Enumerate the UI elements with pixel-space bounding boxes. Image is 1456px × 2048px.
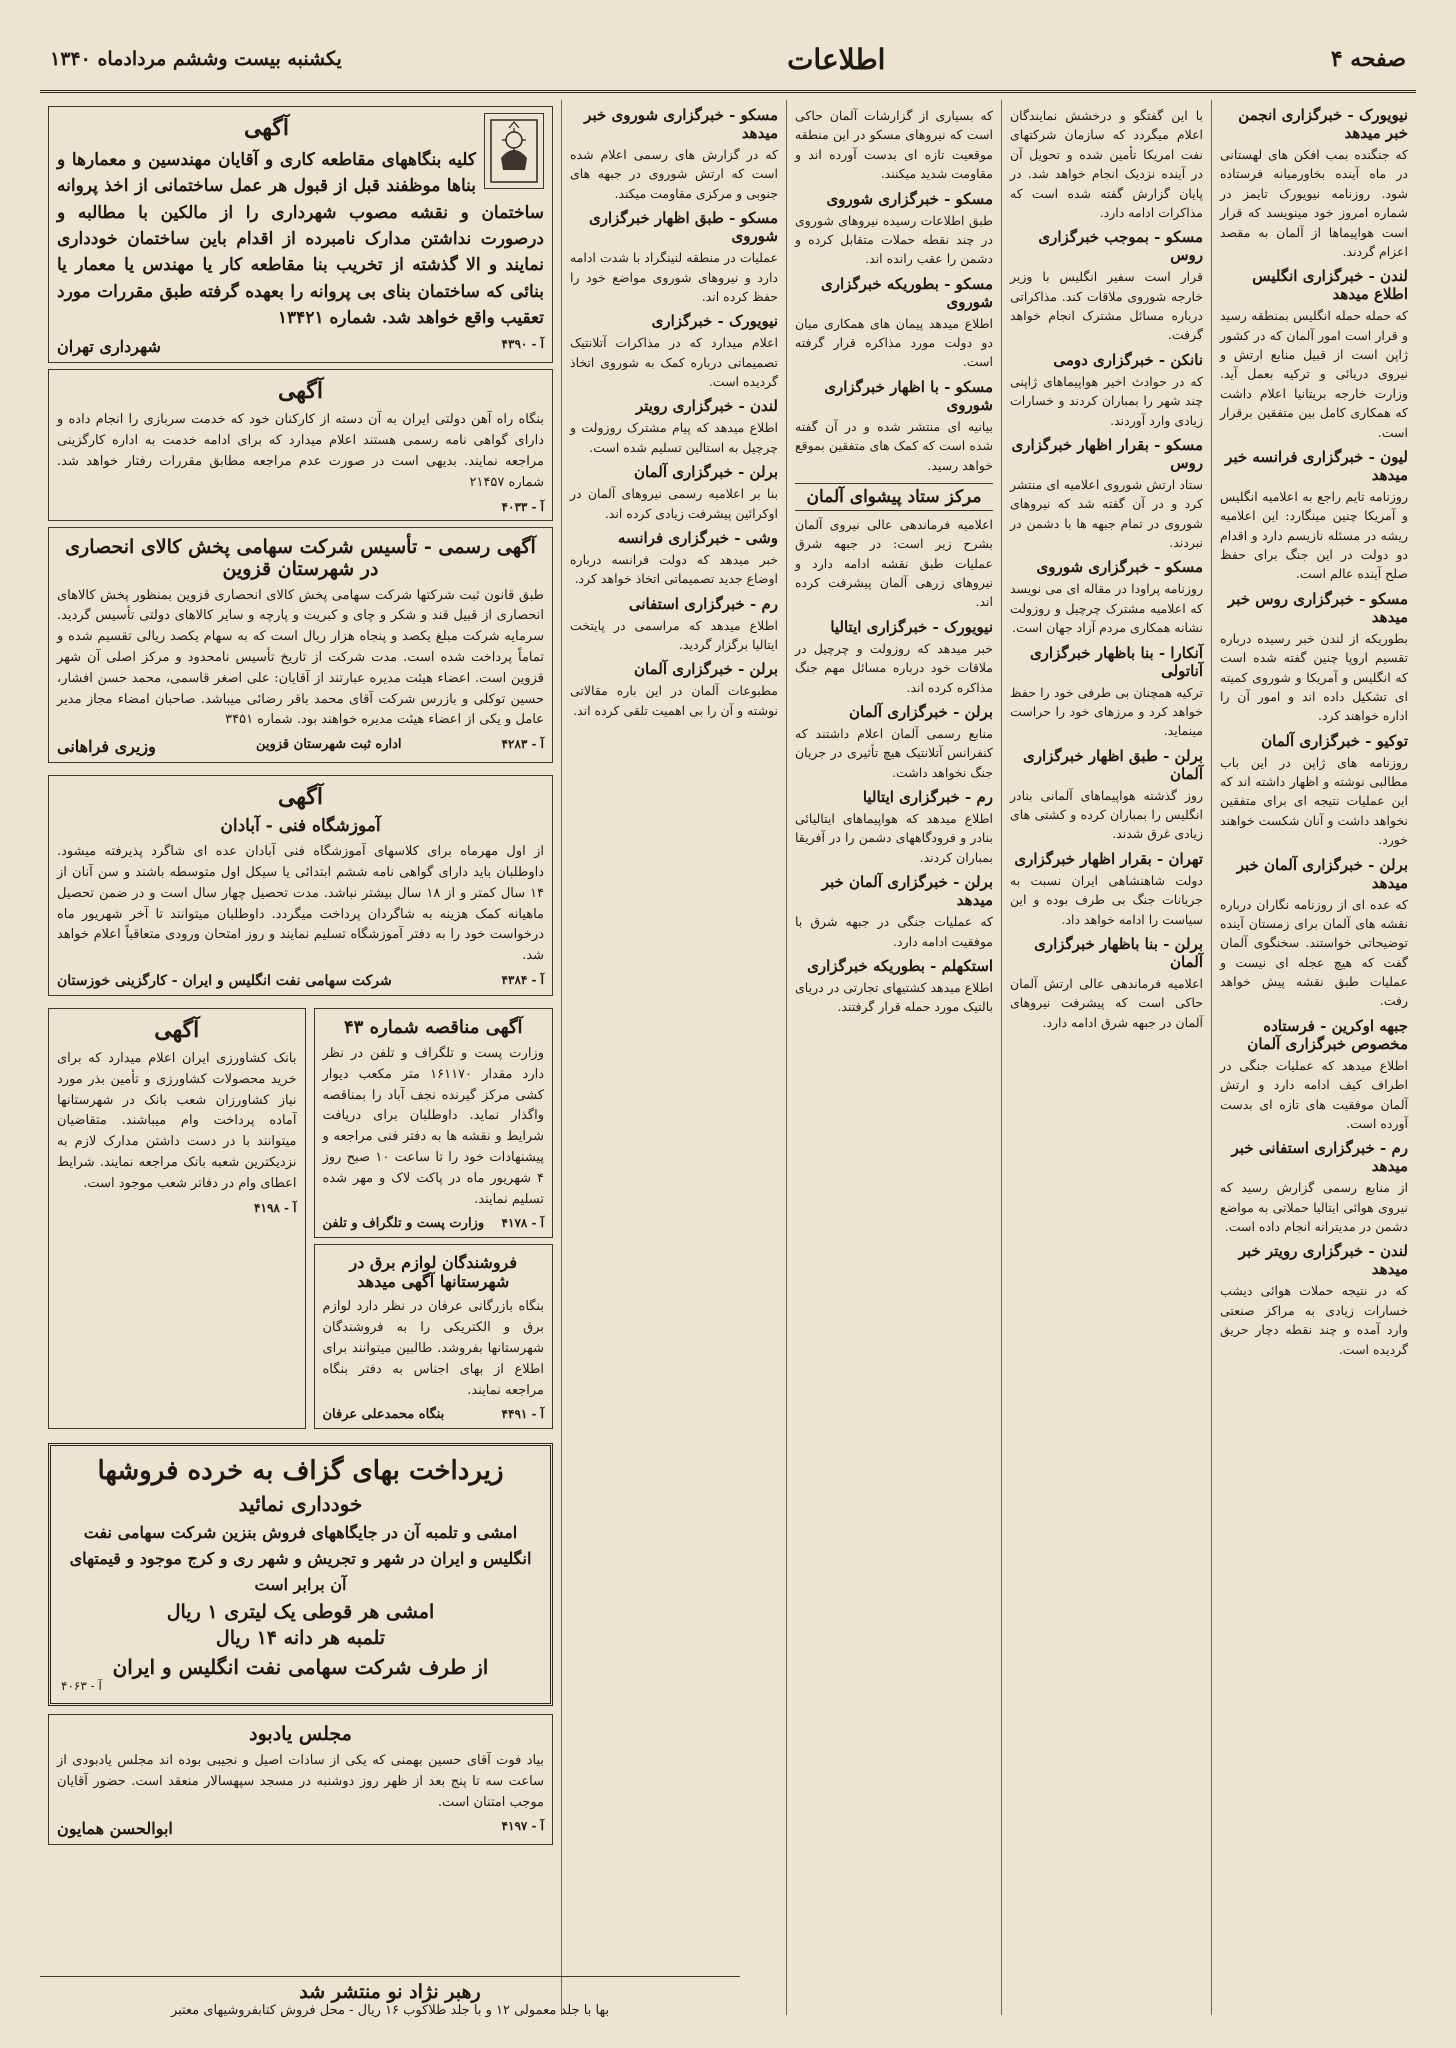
- news-item: مسکو - خبرگزاری شوروی طبق اطلاعات رسیده نیروهای شوروی در چند نقطه حملات متقابل کرده و دشمن را عقب رانده اند.: [795, 189, 993, 267]
- notice-signature: ابوالحسن همایون: [57, 1819, 173, 1839]
- news-item: جبهه اوکرین - فرستاده مخصوص خبرگزاری آلمان اطلاع میدهد که عملیات جنگی در اطراف کیف ادامه دارد و ارتش آلمان موفقیت های تازه ای بدست آورده است.: [1220, 1016, 1408, 1131]
- news-item: لیون - خبرگزاری فرانسه خبر میدهد روزنامه تایم راجع به اعلامیه انگلیس و آمریکا چنین مینگارد: این اعلامیه ریشه در مسئله نازیسم دارد و اقدام دو دولت در این جنگ برای حفظ صلح آینده عالم است.: [1220, 447, 1408, 582]
- news-item: لندن - خبرگزاری انگلیس اطلاع میدهد که حمله حمله انگلیس بمنطقه رسید و قرار است امور آلمان که در کشور ژاپن است از قبیل منابع ارتش و نیروی دریائی و ترکیه بعمل آید. وزارت خارجه بریتانیا اعلام داشت که همکاری کامل بین متفقین برقرار است.: [1220, 267, 1408, 440]
- issue-date: یکشنبه بیست وششم مردادماه ۱۳۴۰: [50, 48, 342, 70]
- news-item: مسکو - با اظهار خبرگزاری شوروی بیانیه ای منتشر شده و در آن گفته شده است که کمک های متفقین بموقع خواهد رسید.: [795, 377, 993, 473]
- news-item: مسکو - طبق اظهار خبرگزاری شوروی عملیات در منطقه لنینگراد با شدت ادامه دارد و نیروهای شوروی مواضع خود را حفظ کرده اند.: [570, 209, 778, 304]
- news-item: رم - خبرگزاری ایتالیا اطلاع میدهد که هواپیماهای ایتالیائی بنادر و فرودگاههای دشمن را در آفریقا بمباران کردند.: [795, 788, 993, 865]
- news-item: مسکو - بموجب خبرگزاری روس قرار است سفیر انگلیس با وزیر خارجه شوروی ملاقات کند. مذاکراتی درباره مسائل مشترک انجام خواهد گرفت.: [1010, 228, 1203, 343]
- page-number: صفحه ۴: [1330, 46, 1406, 72]
- paper-name: اطلاعات: [787, 42, 886, 76]
- oil-company-advertisement: زیرداخت بهای گزاف به خرده فروشها خودداری نمائید امشی و تلمبه آن در جایگاههای فروش بنزین شرکت سهامی نفت انگلیس و ایران در شهر و تجریش و شهر ری و کرج موجود و قیمتهای آن برابر است امشی هر قوطی یک لیتری ۱ ریال تلمبه هر دانه ۱۴ ریال از طرف شرکت سهامی نفت انگلیس و ایران آ - ۴۰۶۳: [48, 1443, 553, 1706]
- news-item: توکیو - خبرگزاری آلمان روزنامه های ژاپن در این باب مطالبی نوشته و اظهار داشته اند که این عملیات نتیجه ای برای متفقین نخواهد داشت و آنان شکست خواهند خورد.: [1220, 731, 1408, 848]
- agricultural-bank-notice: آگهی بانک کشاورزی ایران اعلام میدارد که برای خرید محصولات کشاورزی و تأمین بذر مورد نیاز کشاورزان شعب بانک در شهرستانها آماده پرداخت وام میباشند. متقاضیان میتوانند با در دست داشتن مدارک لازم به نزدیکترین شعبه بانک مراجعه نمایند. شرایط اعطای وام در دفاتر شعب موجود است. آ - ۴۱۹۸: [48, 1008, 306, 1429]
- news-item: استکهلم - بطوریکه خبرگزاری اطلاع میدهد کشتیهای تجارتی در دریای بالتیک مورد حمله قرار گرفتند.: [795, 956, 993, 1015]
- price-insecticide: امشی هر قوطی یک لیتری ۱ ریال: [166, 1601, 435, 1624]
- news-item: برلن - خبرگزاری آلمان خبر میدهد که عده ای از روزنامه نگاران درباره نقشه های آلمان برای زمستان آینده توضیحاتی خواستند. سخنگوی آلمان گفت که هیچ عجله ای نیست و عملیات طبق نقشه پیش خواهد رفت.: [1220, 855, 1408, 1009]
- news-item: برلن - بنا باظهار خبرگزاری آلمان اعلامیه فرماندهی عالی ارتش آلمان حاکی است که پیشرفت نیروهای آلمان در جبهه شرق ادامه دارد.: [1010, 934, 1203, 1030]
- columns: [40, 100, 1416, 2015]
- newspaper-page: [40, 28, 1416, 2018]
- news-item: مسکو - بقرار اظهار خبرگزاری روس ستاد ارتش شوروی اعلامیه ای منتشر کرد و در آن گفته شد که نیروهای شوروی در تمام جبهه ها با دشمن در نبردند.: [1010, 435, 1203, 550]
- news-column-4: [561, 100, 786, 2015]
- news-item: مسکو - خبرگزاری روس خبر میدهد بطوریکه از لندن خبر رسیده درباره تقسیم اروپا چنین گفته شده است که انگلیس و آمریکا و شوروی کمیته ای تشکیل داده اند و امور آن را اداره خواهند کرد.: [1220, 589, 1408, 724]
- municipality-notice: آگهی کلیه بنگاههای مقاطعه کاری و آقایان مهندسین و معمارها و بناها موظفند قبل از قبول هر عمل ساختمانی از اخذ پروانه ساختمان و نقشه مصوب شهرداری را از مالکین با مطالبه و درصورت نداشتن مدارک نامبرده از اقدام باین ساختمان خودداری نمایند و الا گذشته از تخریب بنا مقاطعه کار یا مهندس یا معمار یا بنائی که ساختمان بنای بی پروانه را بعهده گرفته طبق مقررات مورد تعقیب واقع خواهد شد. شماره ۱۳۴۲۱ آ - ۴۳۹۰ شهرداری تهران: [48, 106, 553, 363]
- news-column-3: [786, 100, 1001, 2015]
- lion-and-sun-emblem-icon: [484, 113, 544, 189]
- news-item: مسکو - خبرگزاری شوروی خبر میدهد که در گزارش های رسمی اعلام شده است که ارتش شوروی در جبهه های جنوبی و مرکزی مقاومت میکند.: [570, 106, 778, 201]
- notice-signature: وزیری فراهانی: [57, 737, 156, 757]
- news-item: نیویورک - خبرگزاری اعلام میدارد که در مذاکرات آتلانتیک تصمیماتی درباره کمک به شوروی اتخاذ گردیده است.: [570, 312, 778, 389]
- news-item: برلن - خبرگزاری آلمان منابع رسمی آلمان اعلام داشتند که کنفرانس آتلانتیک هیچ تأثیری در جریان جنگ نخواهد داشت.: [795, 702, 993, 780]
- news-item: تهران - بقرار اظهار خبرگزاری دولت شاهنشاهی ایران نسبت به جریانات جنگ بی طرف بوده و این سیاست را ادامه خواهد داد.: [1010, 849, 1203, 927]
- news-item: برلن - خبرگزاری آلمان بنا بر اعلامیه رسمی نیروهای آلمان در اوکرائین پیشرفت زیادی کرده اند.: [570, 463, 778, 521]
- news-item: مرکز ستاد پیشوای آلمان اعلامیه فرماندهی عالی نیروی آلمان بشرح زیر است: در جبهه شرق عملیات طبق نقشه ادامه دارد و نیروهای زرهی آلمان پیشرفت کرده اند.: [795, 483, 993, 612]
- news-item: که بسیاری از گزارشات آلمان حاکی است که نیروهای مسکو در این منطقه موقعیت تازه ای بدست آورده اند و مقاومت شدید میکنند.: [795, 108, 993, 182]
- news-item: نانکن - خبرگزاری دومی که در حوادث اخیر هواپیماهای ژاپنی چند شهر را بمباران کردند و خسارات زیادی وارد آوردند.: [1010, 350, 1203, 428]
- company-registration-notice: آگهی رسمی - تأسیس شرکت سهامی پخش کالای انحصاری در شهرستان قزوین طبق قانون ثبت شرکتها شرکت سهامی پخش کالای انحصاری قزوین بمنظور پخش کالاهای انحصاری از قبیل قند و شکر و چای و کبریت و پارچه و سایر کالاهای دولتی تأسیس گردید. سرمایه شرکت مبلغ یکصد و پنجاه هزار ریال است که به سهام یکصد ریالی تقسیم شده و تماماً پرداخت شده است. مدت شرکت از تاریخ تأسیس نامحدود و مرکز اصلی آن شهر قزوین است. اعضاء هیئت مدیره عبارتند از آقایان: علی اصغر قاسمی، محمد حسن افشار، حسین توکلی و بازرس شرکت آقای محمد باقر رضائی میباشد. صاحبان امضاء مجاز مدیر عامل و یکی از اعضاء هیئت مدیره خواهند بود. شماره ۳۴۵۱ آ - ۴۲۸۳ اداره ثبت شهرستان قزوین وزیری فراهانی: [48, 527, 553, 764]
- news-item: نیویورک - خبرگزاری انجمن خبر میدهد که جنگنده بمب افکن های لهستانی در ماه آینده بخاورمیانه فرستاده شود. روزنامه نیویورک تایمز در شماره امروز خود مینویسد که قرار است هواپیماها از آلمان به مقصد اعزام گردند.: [1220, 106, 1408, 259]
- notice-signature: شرکت سهامی نفت انگلیس و ایران - کارگزینی خوزستان: [57, 972, 392, 989]
- tender-notice: آگهی مناقصه شماره ۴۳ وزارت پست و تلگراف و تلفن در نظر دارد مقدار ۱۶۱۱۷۰ متر مکعب دیوار کشی مرکز گیرنده نجف آباد را بمناقصه واگذار نماید. داوطلبان برای دریافت شرایط و نقشه ها به دفتر فنی مراجعه و پیشنهادات خود را تا ساعت ۱۰ صبح روز ۴ شهریور ماه در پاکت لاک و مهر شده تسلیم نمایند. آ - ۴۱۷۸ وزارت پست و تلگراف و تلفن: [314, 1008, 554, 1238]
- railway-notice: آگهی بنگاه راه آهن دولتی ایران به آن دسته از کارکنان خود که خدمت سربازی را انجام داده و دارای گواهی نامه رسمی هستند اعلام میدارد که برای ادامه خدمت به اداره کارگزینی مراجعه نمایند. بدیهی است در صورت عدم مراجعه مطابق مقررات رفتار خواهد شد. شماره ۲۱۴۵۷ آ - ۴۰۳۳: [48, 369, 553, 520]
- electric-supplies-notice: فروشندگان لوازم برق در شهرستانها آگهی میدهد بنگاه بازرگانی عرفان در نظر دارد لوازم برق و الکتریکی را به فروشندگان شهرستانها بفروشد. طالبین میتوانند برای اطلاع از بهای اجناس به دفتر بنگاه مراجعه نمایند. آ - ۴۴۹۱ بنگاه محمدعلی عرفان: [314, 1244, 554, 1429]
- notice-signature: شهرداری تهران: [57, 337, 161, 357]
- news-item: با این گفتگو و درخشش نمایندگان اعلام میگردد که سازمان شرکتهای نفت امریکا تأمین شده و تحویل آن در آینده نزدیک انجام خواهد شد. در پایان گزارش گفته شده است که مذاکرات ادامه دارد.: [1010, 108, 1203, 220]
- news-item: نیویورک - خبرگزاری ایتالیا خبر میدهد که روزولت و چرچیل در ملاقات خود درباره مسائل مهم جنگ مذاکره کرده اند.: [795, 617, 993, 695]
- news-item: رم - خبرگزاری استفانی اطلاع میدهد که مراسمی در پایتخت ایتالیا برگزار گردید.: [570, 594, 778, 652]
- news-item: لندن - خبرگزاری رویتر خبر میدهد که در نتیجه حملات هوائی دیشب خسارات زیادی به مراکز صنعتی وارد آمده و چند نقطه دچار حریق گردیده است.: [1220, 1242, 1408, 1357]
- price-pump: تلمبه هر دانه ۱۴ ریال: [215, 1627, 386, 1650]
- book-announcement: رهبر نژاد نو منتشر شد بها با جلد معمولی ۱۲ و با جلد طلاکوب ۱۶ ریال - محل فروش کتابفروشیهای معتبر: [40, 1976, 740, 2018]
- news-item: آنکارا - بنا باظهار خبرگزاری آناتولی ترکیه همچنان بی طرفی خود را حفظ خواهد کرد و مرزهای خود را حراست مینماید.: [1010, 643, 1203, 739]
- news-item: برلن - خبرگزاری آلمان مطبوعات آلمان در این باره مقالاتی نوشته و آن را بی اهمیت تلقی کرده اند.: [570, 660, 778, 718]
- news-item: وشی - خبرگزاری فرانسه خبر میدهد که دولت فرانسه درباره اوضاع جدید تصمیماتی اتخاذ خواهد کرد.: [570, 528, 778, 587]
- news-item: برلن - خبرگزاری آلمان خبر میدهد که عملیات جنگی در جبهه شرق با موفقیت ادامه دارد.: [795, 873, 993, 949]
- news-item: مسکو - بطوریکه خبرگزاری شوروی اطلاع میدهد پیمان های همکاری میان دو دولت مورد مذاکره قرار گرفته است.: [795, 274, 993, 370]
- technical-school-notice: آگهی آموزشگاه فنی - آبادان از اول مهرماه برای کلاسهای آموزشگاه فنی آبادان عده ای شاگرد پذیرفته میشود. داوطلبان باید دارای گواهی نامه ششم ابتدائی یا سیکل اول متوسطه باشند و سن آنان از ۱۴ سال کمتر و از ۱۸ سال بیشتر نباشد. مدت تحصیل چهار سال است و در ضمن تحصیل ماهیانه کمک هزینه به شاگردان پرداخت میگردد. داوطلبان میتوانند تا آخر شهریور ماه درخواست خود را به دفتر آموزشگاه تسلیم نمایند و روز امتحان ورودی متعاقباً اعلام خواهد شد. آ - ۴۳۸۴ شرکت سهامی نفت انگلیس و ایران - کارگزینی خوزستان: [48, 775, 553, 996]
- news-item: لندن - خبرگزاری رویتر اطلاع میدهد که پیام مشترک روزولت و چرچیل به استالین تسلیم شده است.: [570, 397, 778, 455]
- news-item: رم - خبرگزاری استفانی خبر میدهد از منابع رسمی گزارش رسید که نیروی هوائی ایتالیا حملاتی به مواضع دشمن در مدیترانه انجام داده است.: [1220, 1139, 1408, 1234]
- news-column-2: [1001, 100, 1211, 2015]
- news-item: مسکو - خبرگزاری شوروی روزنامه پراودا در مقاله ای می نویسد که اعلامیه مشترک چرچیل و روزولت نشانه همکاری مردم آزاد جهان است.: [1010, 558, 1203, 636]
- memorial-notice: مجلس یادبود بیاد فوت آقای حسین بهمنی که یکی از سادات اصیل و نجیبی بوده اند مجلس یادبودی از ساعت سه تا پنج بعد از ظهر روز دوشنبه در مسجد سپهسالار منعقد است. حضور آقایان موجب امتنان است. آ - ۴۱۹۷ ابوالحسن همایون: [48, 1714, 553, 1845]
- news-item: برلن - طبق اظهار خبرگزاری آلمان روز گذشته هواپیماهای آلمانی بنادر انگلیس را بمباران کرده و کشتی های زیادی غرق شدند.: [1010, 746, 1203, 842]
- ads-column: [40, 100, 561, 2015]
- masthead: [40, 28, 1416, 93]
- news-column-1: [1211, 100, 1416, 2015]
